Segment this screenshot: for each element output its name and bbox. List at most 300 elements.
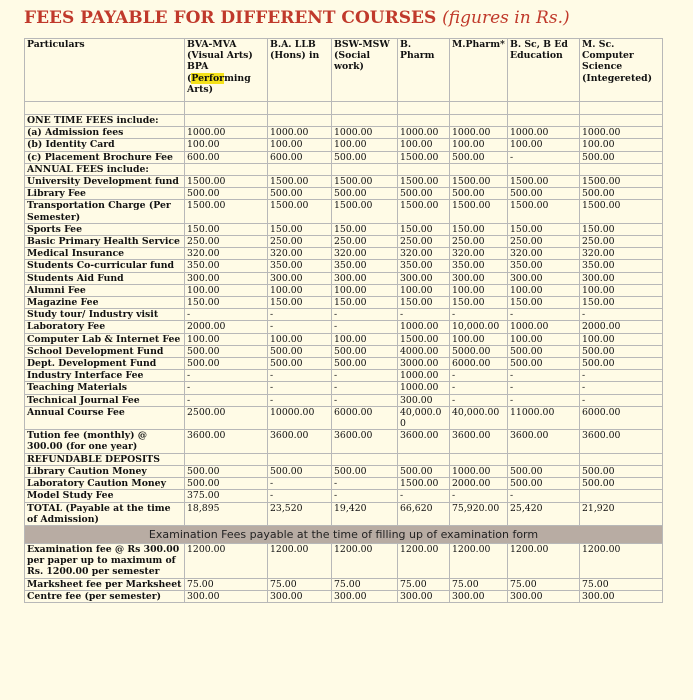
fee-cell: 21,920 (580, 502, 663, 525)
header-bva-mva: BVA-MVA (Visual Arts) BPA (Performing Arts) (185, 39, 268, 102)
exam-banner-row (25, 525, 663, 543)
fee-cell: 75.00 (332, 578, 398, 590)
fee-cell: 40,000.00 (398, 406, 450, 429)
fee-cell: 500.00 (508, 358, 580, 370)
fee-cell: 500.00 (332, 358, 398, 370)
fee-cell: 1000.00 (580, 127, 663, 139)
table-row (25, 188, 663, 200)
fee-cell: 75.00 (508, 578, 580, 590)
row-label: Model Study Fee (25, 490, 185, 502)
fee-cell: 100.00 (185, 333, 268, 345)
fee-cell: 100.00 (398, 284, 450, 296)
row-label: Tution fee (monthly) @ 300.00 (for one year) (25, 430, 185, 453)
fee-cell (398, 453, 450, 465)
fee-cell: - (268, 309, 332, 321)
exam-fees-body (25, 543, 663, 602)
table-row (25, 333, 663, 345)
fee-cell: 75,920.00 (450, 502, 508, 525)
table-row (25, 127, 663, 139)
table-row (25, 382, 663, 394)
fee-cell: 300.00 (398, 272, 450, 284)
spacer-cell (268, 102, 332, 115)
fee-cell: 250.00 (508, 236, 580, 248)
row-label: Annual Course Fee (25, 406, 185, 429)
fee-cell: - (332, 370, 398, 382)
fee-cell: 375.00 (185, 490, 268, 502)
fee-cell: - (450, 309, 508, 321)
fee-cell: 320.00 (580, 248, 663, 260)
fee-cell (268, 163, 332, 175)
table-row (25, 248, 663, 260)
fee-cell: - (450, 382, 508, 394)
row-label: (b) Identity Card (25, 139, 185, 151)
fee-cell: 300.00 (398, 394, 450, 406)
row-label: Sports Fee (25, 223, 185, 235)
table-row (25, 223, 663, 235)
fee-cell: 1000.00 (450, 465, 508, 477)
fee-cell: 300.00 (508, 272, 580, 284)
fee-cell: 100.00 (332, 333, 398, 345)
fee-cell: 150.00 (185, 297, 268, 309)
fee-cell: 2000.00 (580, 321, 663, 333)
fee-cell: 1500.00 (332, 200, 398, 223)
row-label: Library Caution Money (25, 465, 185, 477)
exam-banner: Examination Fees payable at the time of filling up of examination form (25, 525, 663, 543)
fee-cell: 100.00 (268, 284, 332, 296)
fee-cell: 500.00 (185, 478, 268, 490)
fee-cell: 5000.00 (450, 345, 508, 357)
header-msc-cs: M. Sc. Computer Science (Integereted) (580, 39, 663, 102)
row-label: Dept. Development Fund (25, 358, 185, 370)
fee-cell: 100.00 (450, 333, 508, 345)
row-label: Study tour/ Industry visit (25, 309, 185, 321)
fee-cell: 500.00 (580, 478, 663, 490)
fee-cell: 300.00 (450, 590, 508, 602)
fee-cell (580, 453, 663, 465)
fee-cell: 3600.00 (508, 430, 580, 453)
spacer-cell (450, 102, 508, 115)
fee-cell (332, 453, 398, 465)
fee-cell (450, 453, 508, 465)
header-ba-llb: B.A. LLB (Hons) in (268, 39, 332, 102)
fee-cell: - (508, 394, 580, 406)
fee-cell: 350.00 (450, 260, 508, 272)
fee-cell: - (450, 394, 508, 406)
fee-cell: - (185, 370, 268, 382)
fee-cell: 150.00 (332, 223, 398, 235)
row-label: ANNUAL FEES include: (25, 163, 185, 175)
header-particulars: Particulars (25, 39, 185, 102)
fee-cell: 500.00 (332, 151, 398, 163)
row-label: Basic Primary Health Service (25, 236, 185, 248)
row-label: ONE TIME FEES include: (25, 115, 185, 127)
fee-cell (332, 115, 398, 127)
fee-cell: 500.00 (580, 151, 663, 163)
fee-cell: 1500.00 (332, 176, 398, 188)
fee-cell: 1200.00 (508, 543, 580, 578)
table-row (25, 370, 663, 382)
row-label: Magazine Fee (25, 297, 185, 309)
fee-cell: 150.00 (332, 297, 398, 309)
spacer-cell (332, 102, 398, 115)
table-row (25, 284, 663, 296)
table-row (25, 590, 663, 602)
fee-cell: 3600.00 (580, 430, 663, 453)
fee-cell: 1000.00 (398, 382, 450, 394)
fee-cell: 150.00 (580, 297, 663, 309)
fee-cell: 250.00 (332, 236, 398, 248)
fee-cell: 1000.00 (398, 370, 450, 382)
fee-cell: 500.00 (398, 188, 450, 200)
fee-cell: 10,000.00 (450, 321, 508, 333)
table-row (25, 260, 663, 272)
fee-cell: 150.00 (398, 223, 450, 235)
fee-cell: 320.00 (268, 248, 332, 260)
fee-cell: - (268, 490, 332, 502)
fee-cell: 500.00 (185, 188, 268, 200)
fee-cell: 500.00 (185, 358, 268, 370)
fee-cell (508, 163, 580, 175)
fee-cell: 1200.00 (398, 543, 450, 578)
fee-cell: 500.00 (508, 478, 580, 490)
fee-cell: 500.00 (508, 465, 580, 477)
row-label: REFUNDABLE DEPOSITS (25, 453, 185, 465)
fee-cell: 100.00 (508, 284, 580, 296)
header-m-pharm: M.Pharm* (450, 39, 508, 102)
fee-cell: 4000.00 (398, 345, 450, 357)
fee-cell: 500.00 (332, 188, 398, 200)
row-label: Alumni Fee (25, 284, 185, 296)
fee-cell (185, 115, 268, 127)
row-label: (a) Admission fees (25, 127, 185, 139)
fee-cell: - (185, 309, 268, 321)
fee-cell: 6000.00 (332, 406, 398, 429)
fee-cell (185, 453, 268, 465)
fee-cell: 300.00 (268, 590, 332, 602)
fee-cell: 250.00 (580, 236, 663, 248)
fee-cell: 500.00 (332, 465, 398, 477)
table-row (25, 578, 663, 590)
row-label: Students Aid Fund (25, 272, 185, 284)
table-row (25, 394, 663, 406)
fee-cell: 100.00 (508, 333, 580, 345)
table-row (25, 272, 663, 284)
fee-cell (508, 115, 580, 127)
fee-cell: 320.00 (450, 248, 508, 260)
fee-cell: 100.00 (450, 139, 508, 151)
fee-cell: 1200.00 (450, 543, 508, 578)
fee-cell: 18,895 (185, 502, 268, 525)
spacer-cell (185, 102, 268, 115)
fee-cell: - (332, 394, 398, 406)
fee-cell: 500.00 (580, 358, 663, 370)
fee-cell: 150.00 (450, 223, 508, 235)
fee-cell: 300.00 (398, 590, 450, 602)
row-label: School Development Fund (25, 345, 185, 357)
fee-cell: 3600.00 (268, 430, 332, 453)
table-row (25, 163, 663, 175)
fee-cell: 100.00 (508, 139, 580, 151)
row-label: Industry Interface Fee (25, 370, 185, 382)
fee-cell: - (508, 370, 580, 382)
row-label: Marksheet fee per Marksheet (25, 578, 185, 590)
fee-cell: 2500.00 (185, 406, 268, 429)
fee-cell: 150.00 (450, 297, 508, 309)
fee-cell: 300.00 (268, 272, 332, 284)
row-label: Computer Lab & Internet Fee (25, 333, 185, 345)
fee-cell: - (508, 490, 580, 502)
fee-cell: 300.00 (508, 590, 580, 602)
fee-cell: 1500.00 (398, 176, 450, 188)
fee-cell: 250.00 (398, 236, 450, 248)
fee-cell: 1000.00 (185, 127, 268, 139)
table-row (25, 309, 663, 321)
table-row (25, 543, 663, 578)
fee-cell: 300.00 (332, 272, 398, 284)
fee-cell: 300.00 (332, 590, 398, 602)
fee-cell: 75.00 (580, 578, 663, 590)
fee-cell: 1000.00 (508, 321, 580, 333)
fee-cell: 150.00 (268, 297, 332, 309)
table-row (25, 358, 663, 370)
fee-cell: 1500.00 (268, 176, 332, 188)
fee-cell (450, 163, 508, 175)
fee-cell: - (185, 394, 268, 406)
fee-cell: - (268, 321, 332, 333)
fee-cell: 10000.00 (268, 406, 332, 429)
fee-cell: 1200.00 (332, 543, 398, 578)
fee-cell: 1000.00 (398, 127, 450, 139)
fee-cell: 350.00 (268, 260, 332, 272)
fee-cell: 100.00 (580, 139, 663, 151)
fee-cell (398, 163, 450, 175)
fee-cell: 250.00 (450, 236, 508, 248)
row-label: Technical Journal Fee (25, 394, 185, 406)
fee-cell (580, 115, 663, 127)
fee-cell: 75.00 (398, 578, 450, 590)
fee-cell: 1500.00 (398, 478, 450, 490)
table-row (25, 453, 663, 465)
fee-cell: - (332, 478, 398, 490)
spacer-cell (398, 102, 450, 115)
fee-cell: 100.00 (580, 284, 663, 296)
row-label: Laboratory Fee (25, 321, 185, 333)
fee-cell: 1500.00 (508, 200, 580, 223)
fee-cell: 100.00 (268, 333, 332, 345)
fee-cell: 300.00 (185, 272, 268, 284)
fee-cell: 320.00 (398, 248, 450, 260)
fee-cell: 1500.00 (185, 176, 268, 188)
fee-cell (580, 163, 663, 175)
fee-cell: 1500.00 (185, 200, 268, 223)
spacer-cell (25, 102, 185, 115)
fee-cell: 100.00 (450, 284, 508, 296)
fee-cell: 500.00 (580, 188, 663, 200)
table-row (25, 115, 663, 127)
fee-cell: - (508, 151, 580, 163)
fee-cell: 1500.00 (450, 176, 508, 188)
fee-cell (332, 163, 398, 175)
page-title (24, 4, 570, 32)
fee-cell: 100.00 (185, 284, 268, 296)
fee-cell: 1000.00 (508, 127, 580, 139)
fee-cell: 1500.00 (508, 176, 580, 188)
fee-cell: - (185, 382, 268, 394)
fee-cell: 500.00 (332, 345, 398, 357)
fees-table-body (25, 102, 663, 526)
row-label: Laboratory Caution Money (25, 478, 185, 490)
fee-cell: 500.00 (268, 345, 332, 357)
fee-cell: - (450, 370, 508, 382)
fee-cell: 1500.00 (268, 200, 332, 223)
fee-cell: 150.00 (185, 223, 268, 235)
fee-cell: 150.00 (508, 223, 580, 235)
fee-cell: 350.00 (508, 260, 580, 272)
fee-cell (268, 115, 332, 127)
header-b-pharm: B. Pharm (398, 39, 450, 102)
fee-cell: 1500.00 (398, 151, 450, 163)
fee-cell: 500.00 (185, 345, 268, 357)
fee-cell: 500.00 (268, 188, 332, 200)
row-label: TOTAL (Payable at the time of Admission) (25, 502, 185, 525)
fee-cell: 320.00 (332, 248, 398, 260)
fee-cell: 350.00 (185, 260, 268, 272)
fees-table (24, 38, 663, 603)
fee-cell: 500.00 (580, 345, 663, 357)
fee-cell: 1200.00 (185, 543, 268, 578)
fee-cell (450, 115, 508, 127)
fee-cell: 1500.00 (398, 200, 450, 223)
fee-cell: - (580, 382, 663, 394)
table-row (25, 478, 663, 490)
fee-cell: - (580, 394, 663, 406)
row-label: Teaching Materials (25, 382, 185, 394)
fee-cell: 100.00 (268, 139, 332, 151)
fee-cell: 1200.00 (268, 543, 332, 578)
fee-cell: 500.00 (268, 358, 332, 370)
table-row (25, 345, 663, 357)
table-row (25, 502, 663, 525)
fee-cell: 1500.00 (450, 200, 508, 223)
fee-cell: 2000.00 (450, 478, 508, 490)
fee-cell: - (332, 490, 398, 502)
table-row (25, 139, 663, 151)
row-label: University Development fund (25, 176, 185, 188)
fee-cell: - (332, 382, 398, 394)
table-row (25, 200, 663, 223)
fee-cell: 1000.00 (268, 127, 332, 139)
table-row (25, 430, 663, 453)
fee-cell: - (268, 394, 332, 406)
table-row (25, 321, 663, 333)
fee-cell: 1000.00 (332, 127, 398, 139)
fee-cell: - (450, 490, 508, 502)
spacer-cell (580, 102, 663, 115)
fee-cell: 75.00 (185, 578, 268, 590)
fee-cell (268, 453, 332, 465)
fee-cell: 100.00 (185, 139, 268, 151)
fee-cell: 350.00 (398, 260, 450, 272)
fee-cell: - (580, 309, 663, 321)
fee-cell: - (332, 309, 398, 321)
fee-cell: 300.00 (450, 272, 508, 284)
fee-cell: - (268, 382, 332, 394)
row-label: Medical Insurance (25, 248, 185, 260)
table-row (25, 297, 663, 309)
fee-cell: 3600.00 (398, 430, 450, 453)
fee-cell: 500.00 (580, 465, 663, 477)
table-row (25, 406, 663, 429)
title-subtitle: (figures in Rs.) (442, 8, 570, 28)
fee-cell: 1500.00 (580, 200, 663, 223)
fee-cell: 23,520 (268, 502, 332, 525)
fee-cell: - (580, 370, 663, 382)
fee-cell: 150.00 (508, 297, 580, 309)
fee-cell: - (508, 309, 580, 321)
fee-cell: 500.00 (508, 345, 580, 357)
fee-cell: 1500.00 (398, 333, 450, 345)
table-row (25, 490, 663, 502)
fee-cell: 100.00 (398, 139, 450, 151)
fee-cell: 100.00 (580, 333, 663, 345)
fee-cell: 300.00 (185, 590, 268, 602)
fee-cell: 250.00 (185, 236, 268, 248)
fee-cell: 1200.00 (580, 543, 663, 578)
fee-cell: 3600.00 (332, 430, 398, 453)
header-bsw-msw: BSW-MSW (Social work) (332, 39, 398, 102)
fee-cell: 25,420 (508, 502, 580, 525)
fee-cell: 11000.00 (508, 406, 580, 429)
fee-cell: - (398, 490, 450, 502)
fee-cell: 75.00 (268, 578, 332, 590)
fee-cell: 500.00 (398, 465, 450, 477)
fee-cell: 3600.00 (185, 430, 268, 453)
fee-cell: 500.00 (508, 188, 580, 200)
fee-cell: 320.00 (508, 248, 580, 260)
fee-cell: 320.00 (185, 248, 268, 260)
fee-cell: 2000.00 (185, 321, 268, 333)
fee-cell: 300.00 (580, 590, 663, 602)
fee-cell: 75.00 (450, 578, 508, 590)
fee-cell (185, 163, 268, 175)
fee-cell: 6000.00 (450, 358, 508, 370)
fee-cell: - (508, 382, 580, 394)
fee-cell: 250.00 (268, 236, 332, 248)
fee-cell: 40,000.00 (450, 406, 508, 429)
row-label: Examination fee @ Rs 300.00 per paper up to maximum of Rs. 1200.00 per semester (25, 543, 185, 578)
table-row (25, 151, 663, 163)
fee-cell: 19,420 (332, 502, 398, 525)
fee-cell: 150.00 (398, 297, 450, 309)
fee-cell: 350.00 (332, 260, 398, 272)
fee-cell: 1000.00 (450, 127, 508, 139)
title-main: FEES PAYABLE FOR DIFFERENT COURSES (24, 8, 437, 28)
row-label: Centre fee (per semester) (25, 590, 185, 602)
fee-cell: 500.00 (450, 188, 508, 200)
fee-cell: 600.00 (185, 151, 268, 163)
fee-cell (580, 490, 663, 502)
fee-cell: 3000.00 (398, 358, 450, 370)
fee-cell: 3600.00 (450, 430, 508, 453)
fee-cell: 150.00 (580, 223, 663, 235)
fee-cell: 500.00 (185, 465, 268, 477)
table-row (25, 236, 663, 248)
header-bsc-bed: B. Sc, B Ed Education (508, 39, 580, 102)
fee-cell: 1000.00 (398, 321, 450, 333)
fee-cell (508, 453, 580, 465)
table-row (25, 176, 663, 188)
fee-cell: 300.00 (580, 272, 663, 284)
